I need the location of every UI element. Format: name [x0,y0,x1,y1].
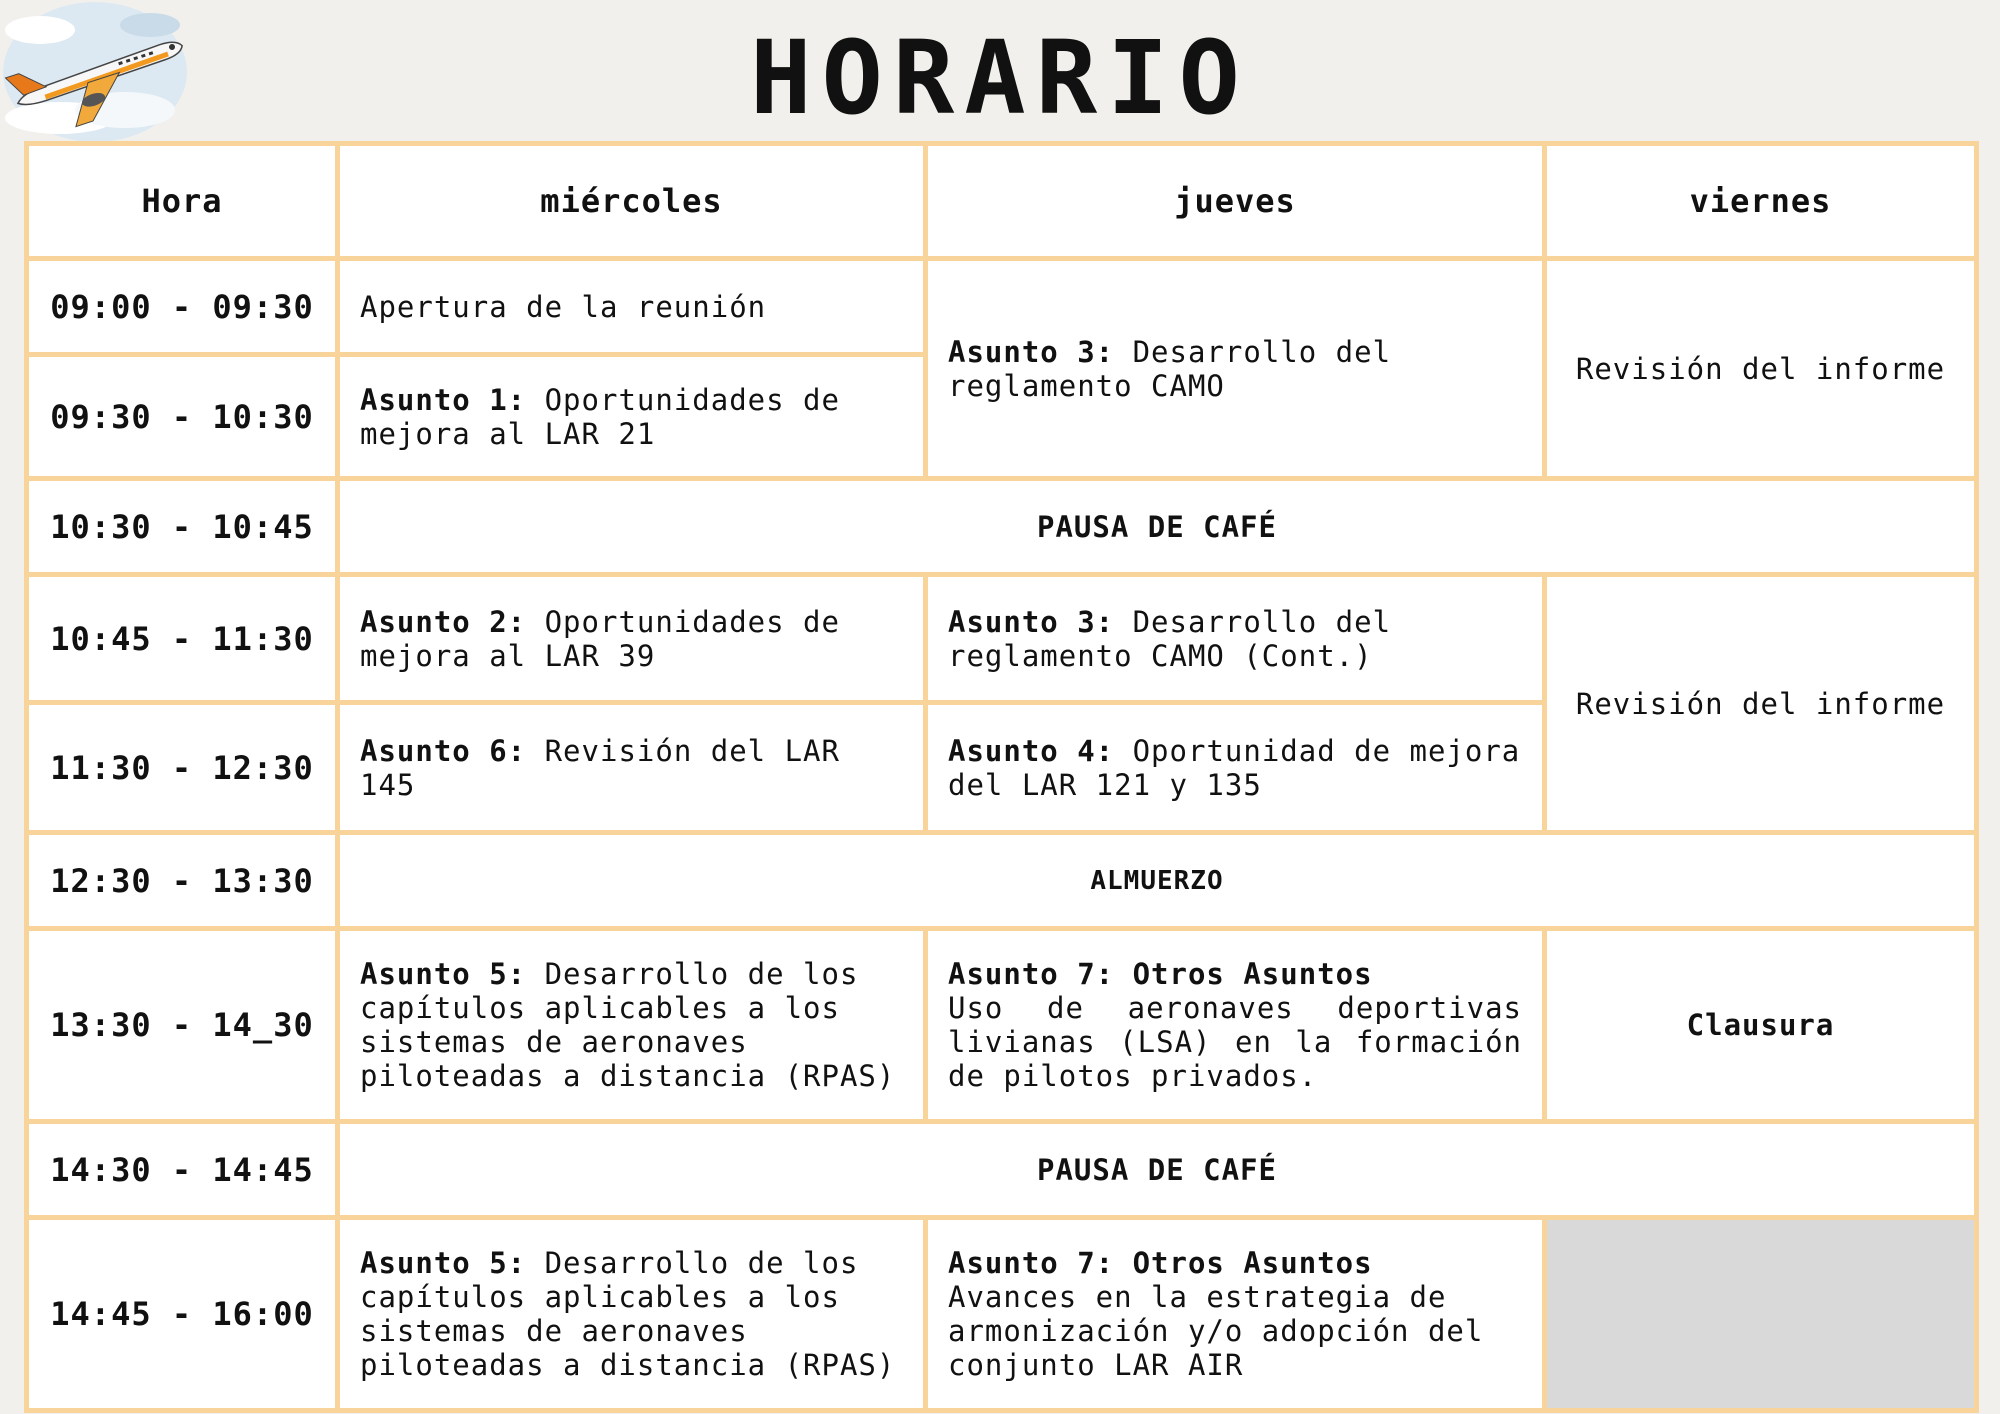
session-cell: Clausura [1545,929,1977,1122]
column-header-jueves: jueves [926,144,1545,259]
topic-label: Asunto 4: [948,733,1115,768]
column-header-miercoles: miércoles [338,144,926,259]
topic-label: Asunto 7: Otros Asuntos [948,957,1373,991]
table-row [27,929,1977,1122]
column-header-viernes: viernes [1545,144,1977,259]
session-cell: Revisión del informe [1545,259,1977,479]
topic-label: Asunto 1: [360,382,527,417]
topic-label: Asunto 2: [360,604,527,639]
topic-text: Oportunidades de mejora al LAR 21 [360,382,840,451]
time-cell: 14:45 - 16:00 [27,1218,338,1411]
table-row [27,575,1977,703]
topic-label: Asunto 3: [948,334,1115,369]
topic-label: Asunto 5: [360,1246,527,1280]
session-cell [926,703,1545,833]
topic-label: Asunto 5: [360,957,527,991]
table-row [27,1218,1977,1411]
break-cell: ALMUERZO [338,833,1977,929]
header-row [27,144,1977,259]
empty-cell [1545,1218,1977,1411]
table-row [27,1122,1977,1218]
topic-label: Asunto 6: [360,733,527,768]
page-title: HORARIO [750,19,1250,138]
topic-text: Uso de aeronaves deportivas livianas (LSA) en la formación de pilotos privados. [948,991,1522,1093]
session-cell [926,575,1545,703]
break-cell: PAUSA DE CAFÉ [338,479,1977,575]
topic-text: Revisión del LAR 145 [360,733,840,802]
topic-text: Oportunidad de mejora del LAR 121 y 135 [948,733,1521,802]
break-cell: PAUSA DE CAFÉ [338,1122,1977,1218]
time-cell: 12:30 - 13:30 [27,833,338,929]
time-cell: 09:30 - 10:30 [27,355,338,479]
topic-text: Desarrollo de los capítulos aplicables a los sistemas de aeronaves piloteadas a distancia (RPAS) [360,957,896,1093]
topic-text: Desarrollo del reglamento CAMO (Cont.) [948,604,1392,673]
time-cell: 10:45 - 11:30 [27,575,338,703]
session-cell [926,1218,1545,1411]
topic-label: Asunto 3: [948,604,1115,639]
table-row [27,479,1977,575]
session-cell [338,929,926,1122]
column-header-hora: Hora [27,144,338,259]
session-cell [338,575,926,703]
time-cell: 09:00 - 09:30 [27,259,338,355]
topic-text: Oportunidades de mejora al LAR 39 [360,604,840,673]
table-row [27,833,1977,929]
table-row [27,259,1977,355]
session-cell [926,259,1545,479]
topic-text: Avances en la estrategia de armonización y/o adopción del conjunto LAR AIR [948,1280,1484,1382]
time-cell: 11:30 - 12:30 [27,703,338,833]
topic-text: Desarrollo de los capítulos aplicables a los sistemas de aeronaves piloteadas a distancia (RPAS) [360,1246,896,1382]
session-cell [926,929,1545,1122]
topic-label: Asunto 7: Otros Asuntos [948,1246,1373,1280]
session-cell: Apertura de la reunión [338,259,926,355]
time-cell: 10:30 - 10:45 [27,479,338,575]
topic-text: Desarrollo del reglamento CAMO [948,334,1392,403]
session-cell [338,1218,926,1411]
session-cell: Revisión del informe [1545,575,1977,833]
session-cell [338,703,926,833]
time-cell: 14:30 - 14:45 [27,1122,338,1218]
time-cell: 13:30 - 14_30 [27,929,338,1122]
schedule-table [24,141,1979,1413]
session-cell [338,355,926,479]
